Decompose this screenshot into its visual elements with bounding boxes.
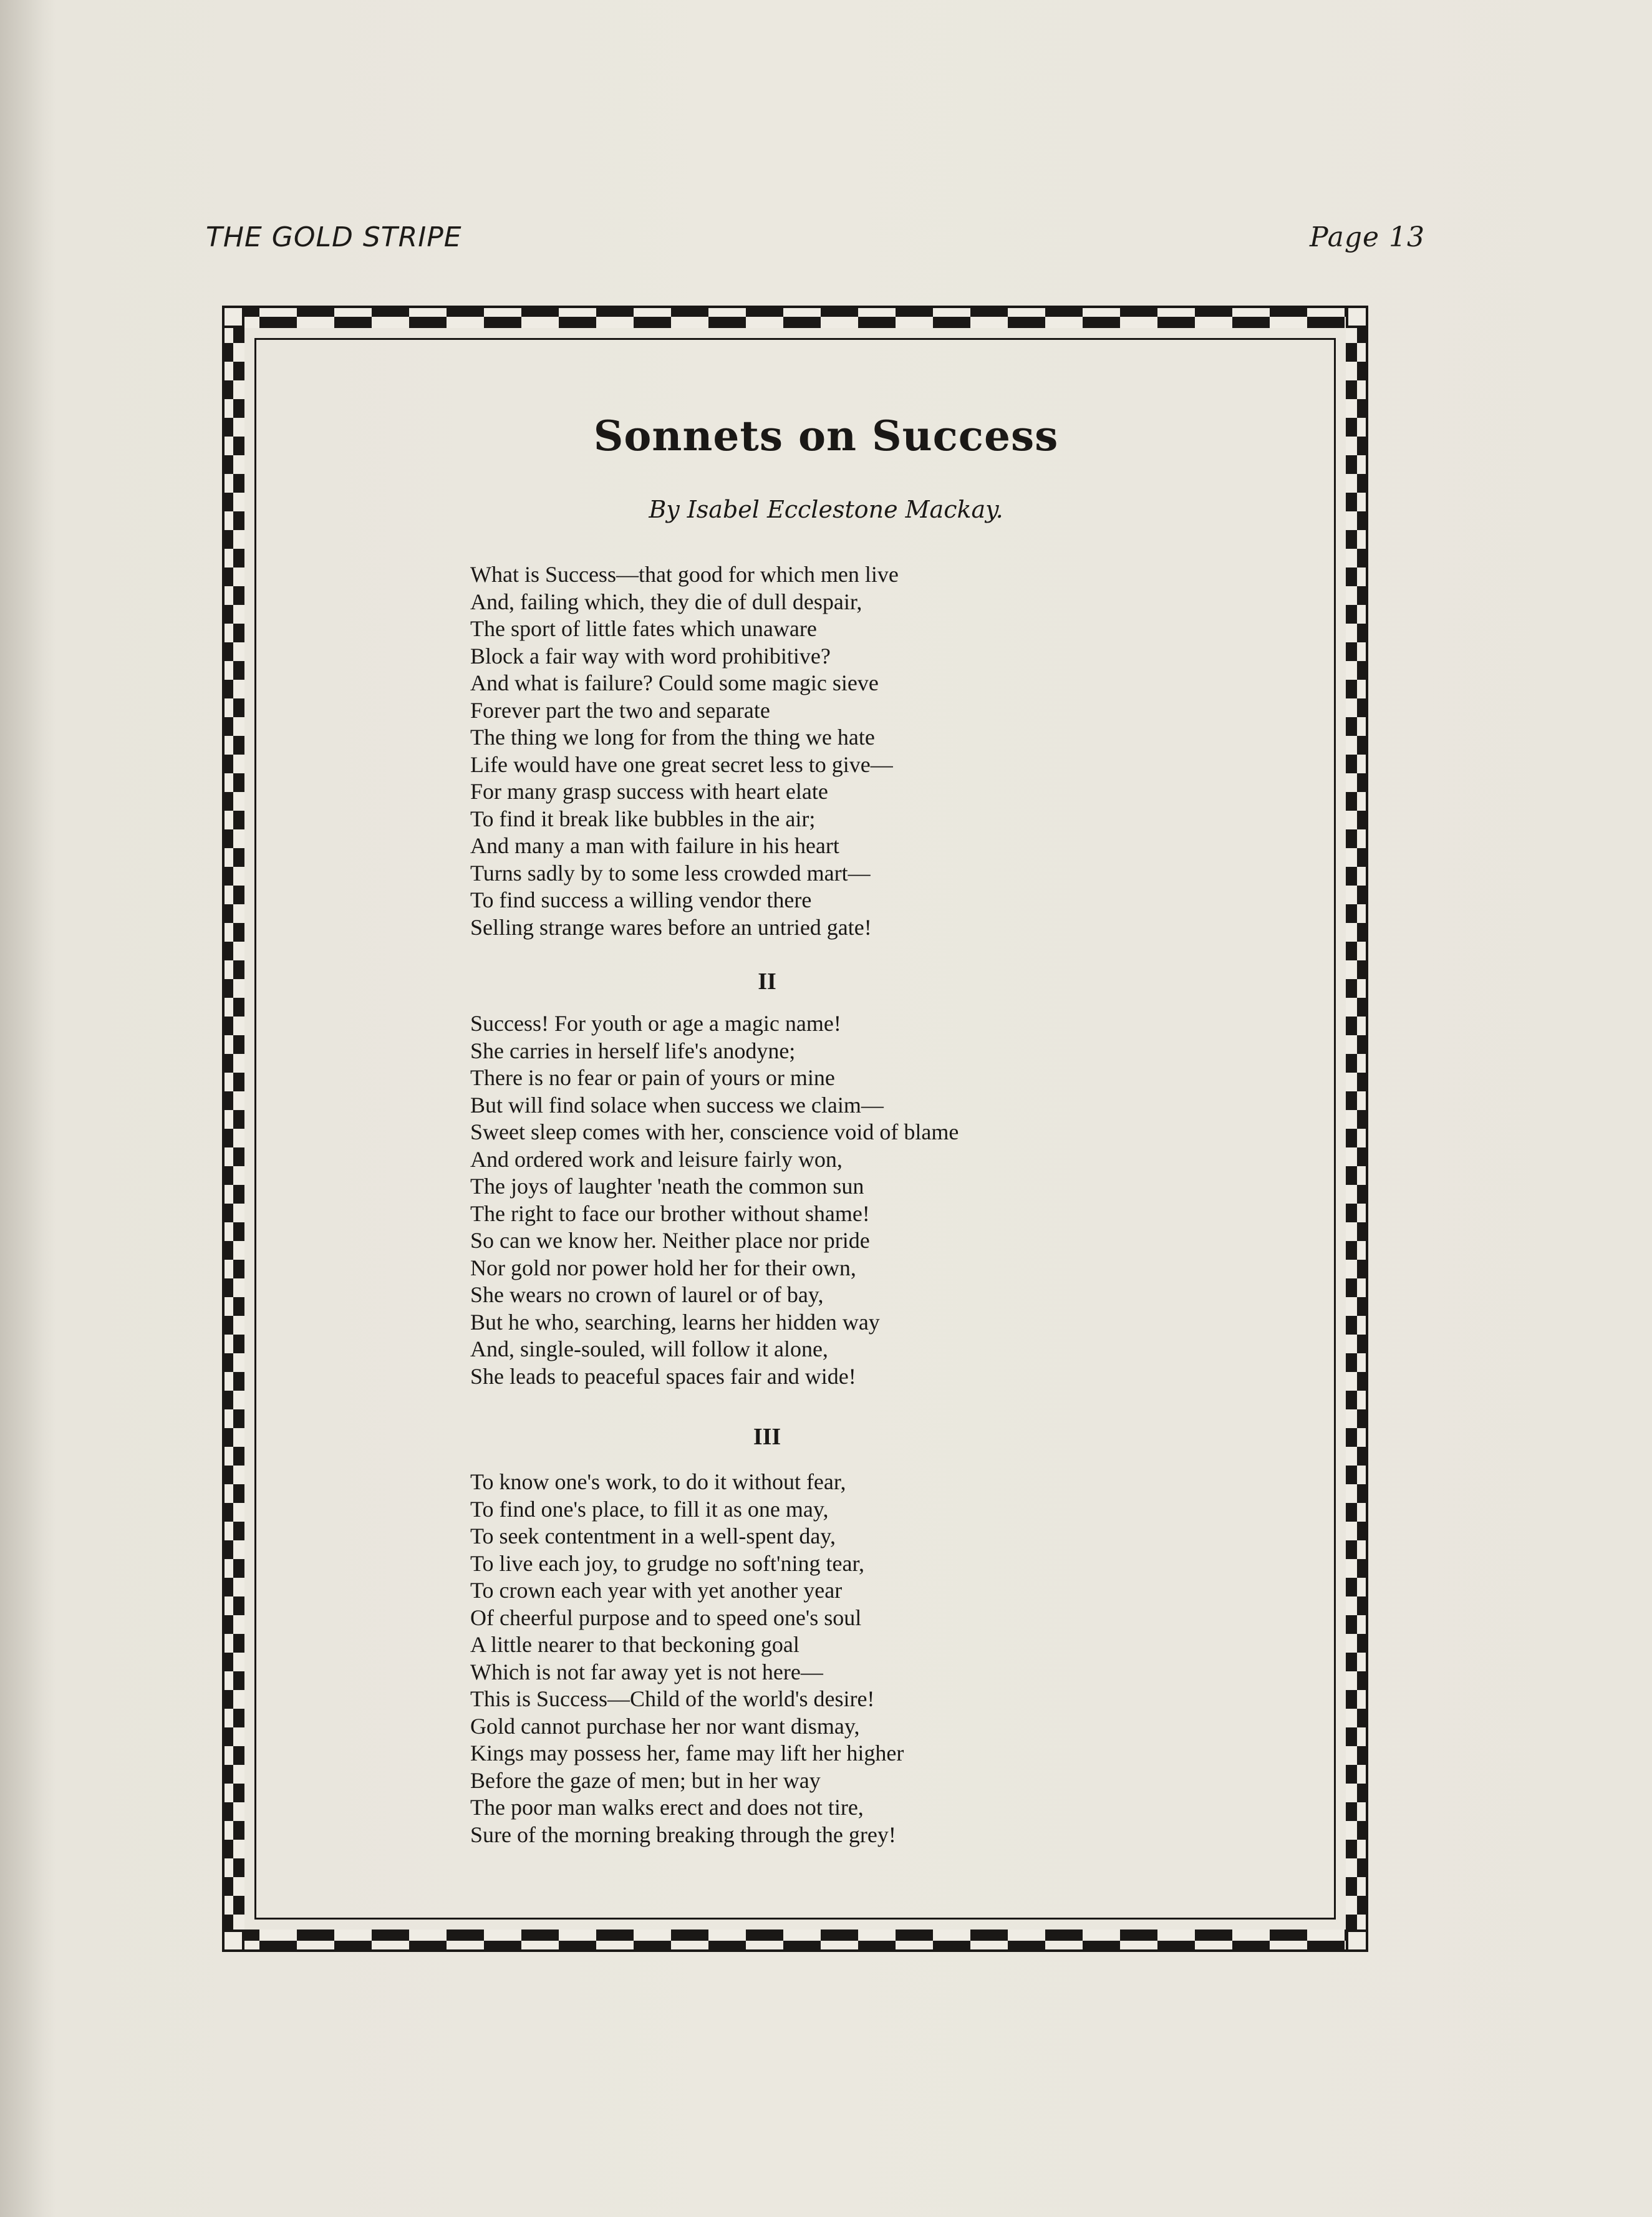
- poem-line: Before the gaze of men; but in her way: [470, 1767, 821, 1793]
- poem-line: A little nearer to that beckoning goal: [470, 1632, 799, 1657]
- sonnet-1: [470, 561, 899, 941]
- poem-title: Sonnets on Success: [593, 412, 1059, 460]
- poem-line: To find one's place, to fill it as one may,: [470, 1496, 829, 1522]
- poem-line: Sure of the morning breaking through the grey!: [470, 1822, 896, 1847]
- poem-line: But will find solace when success we claim—: [470, 1092, 884, 1118]
- poem-line: For many grasp success with heart elate: [470, 779, 828, 804]
- publication-title: THE GOLD STRIPE: [206, 221, 462, 253]
- poem-line: The poor man walks erect and does not tire,: [470, 1795, 864, 1820]
- sonnet-3: [470, 1469, 904, 1848]
- poem-line: What is Success—that good for which men live: [470, 562, 899, 587]
- poem-line: Forever part the two and separate: [470, 697, 770, 723]
- poem-line: The sport of little fates which unaware: [470, 616, 817, 641]
- poem-line: To seek contentment in a well-spent day,: [470, 1524, 836, 1548]
- poem-byline: By Isabel Ecclestone Mackay.: [649, 496, 1003, 523]
- poem-line: To find it break like bubbles in the air;: [470, 806, 816, 831]
- poem-line: The right to face our brother without shame!: [470, 1200, 870, 1226]
- poem-line: And, single-souled, will follow it alone,: [470, 1336, 828, 1361]
- poem-line: And ordered work and leisure fairly won,: [470, 1146, 843, 1172]
- poem-line: So can we know her. Neither place nor pride: [470, 1228, 870, 1253]
- poem-line: To live each joy, to grudge no soft'ning tear,: [470, 1550, 865, 1576]
- poem-line: But he who, searching, learns her hidden way: [470, 1309, 880, 1335]
- poem-line: And many a man with failure in his heart: [470, 833, 839, 858]
- poem-line: The thing we long for from the thing we hate: [470, 725, 875, 750]
- poem-line: Which is not far away yet is not here—: [470, 1659, 823, 1684]
- poem-line: Of cheerful purpose and to speed one's soul: [470, 1605, 862, 1630]
- poem-line: To crown each year with yet another year: [470, 1578, 843, 1603]
- poem-line: Life would have one great secret less to give—: [470, 751, 893, 777]
- poem-line: Kings may possess her, fame may lift her higher: [470, 1741, 904, 1765]
- poem-line: This is Success—Child of the world's desire!: [470, 1686, 875, 1711]
- sonnet-numeral: II: [758, 968, 776, 995]
- poem-line: The joys of laughter 'neath the common sun: [470, 1174, 864, 1199]
- poem-line: Selling strange wares before an untried gate!: [470, 914, 872, 940]
- poem-line: Block a fair way with word prohibitive?: [470, 643, 831, 669]
- page-number: Page 13: [1310, 221, 1426, 253]
- poem-line: Turns sadly by to some less crowded mart—: [470, 860, 871, 886]
- sonnet-numeral: III: [753, 1424, 781, 1450]
- poem-line: To know one's work, to do it without fear,: [470, 1469, 846, 1494]
- poem-line: To find success a willing vendor there: [470, 887, 812, 912]
- poem-line: And what is failure? Could some magic sieve: [470, 670, 879, 695]
- poem-line: Success! For youth or age a magic name!: [470, 1011, 841, 1036]
- poem-line: She leads to peaceful spaces fair and wide!: [470, 1363, 856, 1389]
- poem-line: Gold cannot purchase her nor want dismay,: [470, 1713, 860, 1739]
- poem-line: Sweet sleep comes with her, conscience void of blame: [470, 1119, 959, 1144]
- poem-line: She carries in herself life's anodyne;: [470, 1038, 796, 1063]
- poem-line: Nor gold nor power hold her for their own,: [470, 1255, 856, 1280]
- poem-line: There is no fear or pain of yours or mine: [470, 1065, 835, 1090]
- binding-gutter-shadow: [0, 0, 56, 2217]
- sonnet-2: [470, 1010, 959, 1390]
- poem-line: She wears no crown of laurel or of bay,: [470, 1282, 824, 1307]
- poem-line: And, failing which, they die of dull despair,: [470, 589, 862, 614]
